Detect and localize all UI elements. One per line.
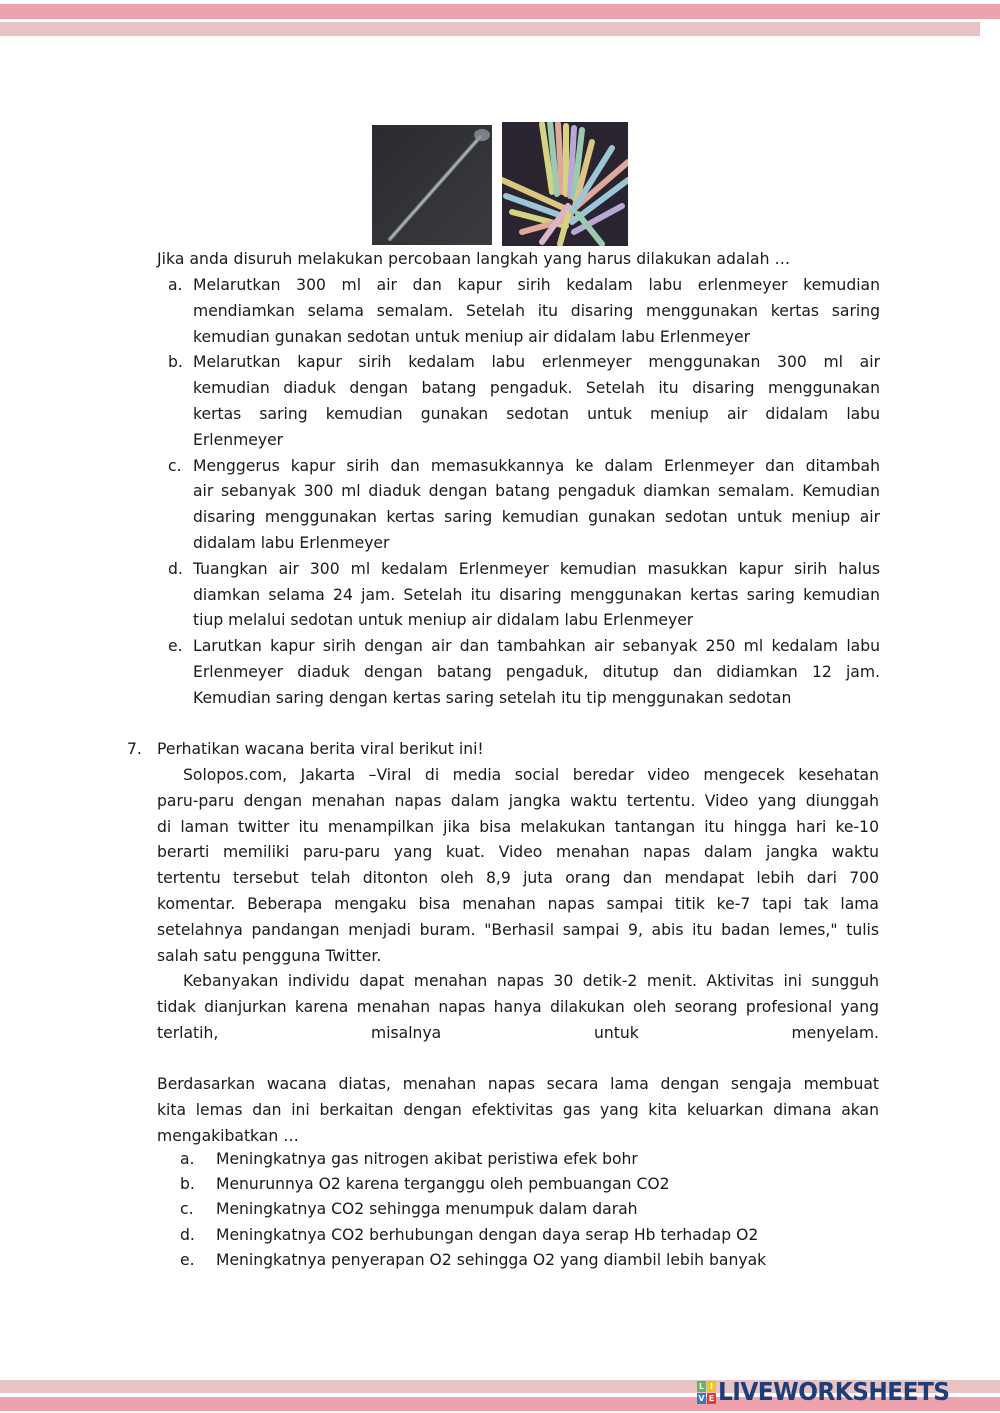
paragraph-line: terlatih, misalnya untuk menyelam. [157, 1023, 879, 1042]
paragraph-line: Solopos.com, Jakarta –Viral di media social beredar video mengecek kesehatan [183, 766, 879, 784]
option-line: Erlenmeyer [193, 430, 284, 449]
paragraph-line: paru-paru dengan menahan napas dalam jangka waktu tertentu. Video yang diunggah [157, 791, 879, 810]
question-6-option-b[interactable] [168, 350, 880, 453]
question-6-intro: Jika anda disuruh melakukan percobaan langkah yang harus dilakukan adalah … [157, 250, 791, 268]
news-paragraph-2 [157, 969, 879, 1046]
option-line: didalam labu Erlenmeyer [193, 533, 390, 552]
option-line: Erlenmeyer diaduk dengan batang pengaduk, ditutup dan didiamkan 12 jam. [193, 662, 880, 681]
option-letter: d. [180, 1225, 195, 1244]
liveworksheets-logo[interactable] [697, 1378, 967, 1406]
top-band-dark [0, 4, 1000, 19]
option-line: Kemudian saring dengan kertas saring setelah itu tip menggunakan sedotan [193, 688, 792, 707]
question-title: Perhatikan wacana berita viral berikut ini! [157, 740, 484, 758]
paragraph-line: setelahnya pandangan menjadi buram. "Berhasil sampai 9, abis itu badan lemes," tulis [157, 920, 879, 939]
question-6-option-d[interactable] [168, 557, 880, 634]
question-6-option-e[interactable] [168, 634, 880, 711]
option-line: diamkan selama 24 jam. Setelah itu disaring menggunakan kertas saring kemudian [193, 585, 880, 604]
option-letter: d. [168, 559, 183, 578]
top-band-light [0, 22, 980, 36]
question-images [372, 125, 628, 246]
paragraph-line: berarti memiliki paru-paru yang kuat. Video menahan napas dalam jangka waktu [157, 843, 879, 862]
option-letter: e. [180, 1250, 195, 1269]
prompt-line: mengakibatkan … [157, 1126, 299, 1145]
question-7-option-b[interactable] [180, 1172, 766, 1197]
prompt-line: Berdasarkan wacana diatas, menahan napas secara lama dengan sengaja membuat [157, 1075, 879, 1093]
option-line: disaring menggunakan kertas saring kemudian gunakan sedotan untuk meniup air [193, 508, 880, 527]
option-text: Meningkatnya CO2 berhubungan dengan daya serap Hb terhadap O2 [216, 1225, 759, 1244]
live-tiles-icon [697, 1381, 716, 1404]
news-paragraph-1 [157, 763, 879, 969]
question-7-number: 7. [127, 740, 142, 758]
straws-image [502, 122, 628, 246]
logo-text: LIVEWORKSHEETS [718, 1377, 950, 1406]
question-6-option-c[interactable] [168, 454, 880, 557]
option-line: air sebanyak 300 ml diaduk dengan batang pengaduk diamkan semalam. Kemudian [193, 482, 880, 501]
paragraph-line: tidak dianjurkan karena menahan napas hanya dilakukan oleh seorang profesional yang [157, 997, 879, 1016]
question-6-option-a[interactable] [168, 273, 880, 350]
option-letter: e. [168, 637, 183, 656]
option-line: kemudian diaduk dengan batang pengaduk. Setelah itu disaring menggunakan [193, 379, 880, 398]
paragraph-line: salah satu pengguna Twitter. [157, 946, 382, 965]
question-6-options [168, 273, 880, 712]
tile-v: V [698, 1393, 705, 1403]
option-text: Meningkatnya penyerapan O2 sehingga O2 yang diambil lebih banyak [216, 1250, 767, 1269]
option-text: Menurunnya O2 karena terganggu oleh pembuangan CO2 [216, 1175, 670, 1194]
question-7-options [180, 1147, 766, 1273]
option-line: kemudian gunakan sedotan untuk meniup air didalam labu Erlenmeyer [193, 327, 750, 346]
paragraph-line: di laman twitter itu menampilkan jika bisa melakukan tantangan itu hingga hari ke-10 [157, 817, 879, 836]
option-line: Melarutkan 300 ml air dan kapur sirih kedalam labu erlenmeyer kemudian [193, 276, 880, 294]
paragraph-line: komentar. Beberapa mengaku bisa menahan napas sampai titik ke-7 tapi tak lama [157, 894, 879, 913]
option-line: Larutkan kapur sirih dengan air dan tambahkan air sebanyak 250 ml kedalam labu [193, 637, 880, 656]
option-text: Meningkatnya gas nitrogen akibat peristiwa efek bohr [216, 1150, 638, 1168]
option-line: Menggerus kapur sirih dan memasukkannya ke dalam Erlenmeyer dan ditambah [193, 456, 880, 475]
question-7-option-d[interactable] [180, 1223, 766, 1248]
tile-l: L [698, 1381, 705, 1391]
question-7-title [157, 737, 879, 763]
option-letter: a. [180, 1150, 195, 1168]
option-line: tiup melalui sedotan untuk meniup air didalam labu Erlenmeyer [193, 611, 694, 630]
option-letter: c. [168, 456, 182, 475]
prompt-line: kita lemas dan ini berkaitan dengan efektivitas gas yang kita keluarkan dimana akan [157, 1100, 879, 1119]
question-7-option-c[interactable] [180, 1197, 766, 1222]
tile-e: E [708, 1393, 715, 1403]
paragraph-line: tertentu tersebut telah ditonton oleh 8,9 juta orang dan mendapat lebih dari 700 [157, 869, 879, 888]
option-text: Meningkatnya CO2 sehingga menumpuk dalam darah [216, 1200, 638, 1219]
question-7-option-a[interactable] [180, 1147, 766, 1172]
question-7-option-e[interactable] [180, 1248, 766, 1273]
option-line: Melarutkan kapur sirih kedalam labu erlenmeyer menggunakan 300 ml air [193, 353, 880, 372]
option-letter: c. [180, 1200, 194, 1219]
option-letter: b. [180, 1175, 195, 1194]
option-line: mendiamkan selama semalam. Setelah itu disaring menggunakan kertas saring [193, 301, 880, 320]
option-line: Tuangkan air 300 ml kedalam Erlenmeyer kemudian masukkan kapur sirih halus [193, 559, 880, 578]
option-letter: a. [168, 276, 183, 294]
question-7-prompt [157, 1072, 879, 1149]
paragraph-line: Kebanyakan individu dapat menahan napas 30 detik-2 menit. Aktivitas ini sungguh [183, 972, 879, 990]
tile-i: I [707, 1381, 716, 1392]
stirring-rod-image [372, 125, 492, 245]
option-letter: b. [168, 353, 183, 372]
option-line: kertas saring kemudian gunakan sedotan untuk meniup air didalam labu [193, 404, 880, 423]
